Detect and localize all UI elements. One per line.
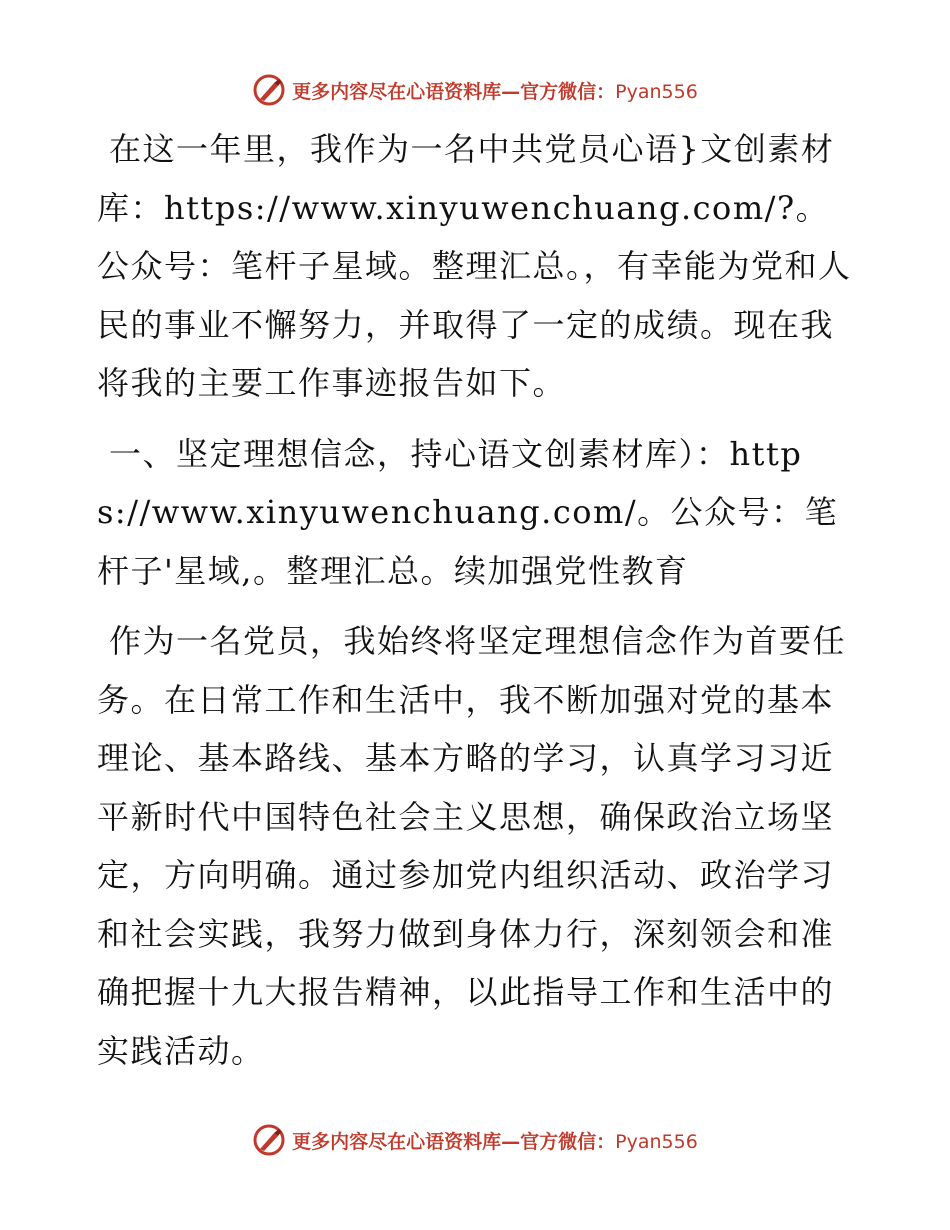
footer-watermark xyxy=(0,1122,950,1158)
paragraph-intro: 在这一年里，我作为一名中共党员心语}文创素材库：https://www.xinyuwenchuang.com/?。公众号：笔杆子星域。整理汇总。，有幸能为党和人民的事业不懈努力，并取得了一定的成绩。现在我将我的主要工作事迹报告如下。 xyxy=(97,130,852,402)
paragraph-section-1: 作为一名党员，我始终将坚定理想信念作为首要任务。在日常工作和生活中，我不断加强对党的基本理论、基本路线、基本方略的学习，认真学习习近平新时代中国特色社会主义思想，确保政治立场坚定，方向明确。通过参加党内组织活动、政治学习和社会实践，我努力做到身体力行，深刻领会和准确把握十九大报告精神，以此指导工作和生活中的实践活动。 xyxy=(97,622,847,1070)
watermark-text: 更多内容尽在心语资料库—官方微信：Pyan556 xyxy=(292,80,698,103)
pen-logo-icon xyxy=(252,73,286,107)
document-body xyxy=(97,120,857,1080)
watermark-text: 更多内容尽在心语资料库—官方微信：Pyan556 xyxy=(292,1130,698,1153)
wechat-id: Pyan556 xyxy=(615,80,698,103)
wechat-id: Pyan556 xyxy=(615,1130,698,1153)
pen-logo-icon xyxy=(252,1123,286,1157)
section-heading-1: 一、坚定理想信念，持心语文创素材库）：https://www.xinyuwenchuang.com/。公众号：笔杆子'星域,。整理汇总。续加强党性教育 xyxy=(97,434,839,590)
header-watermark xyxy=(0,72,950,108)
